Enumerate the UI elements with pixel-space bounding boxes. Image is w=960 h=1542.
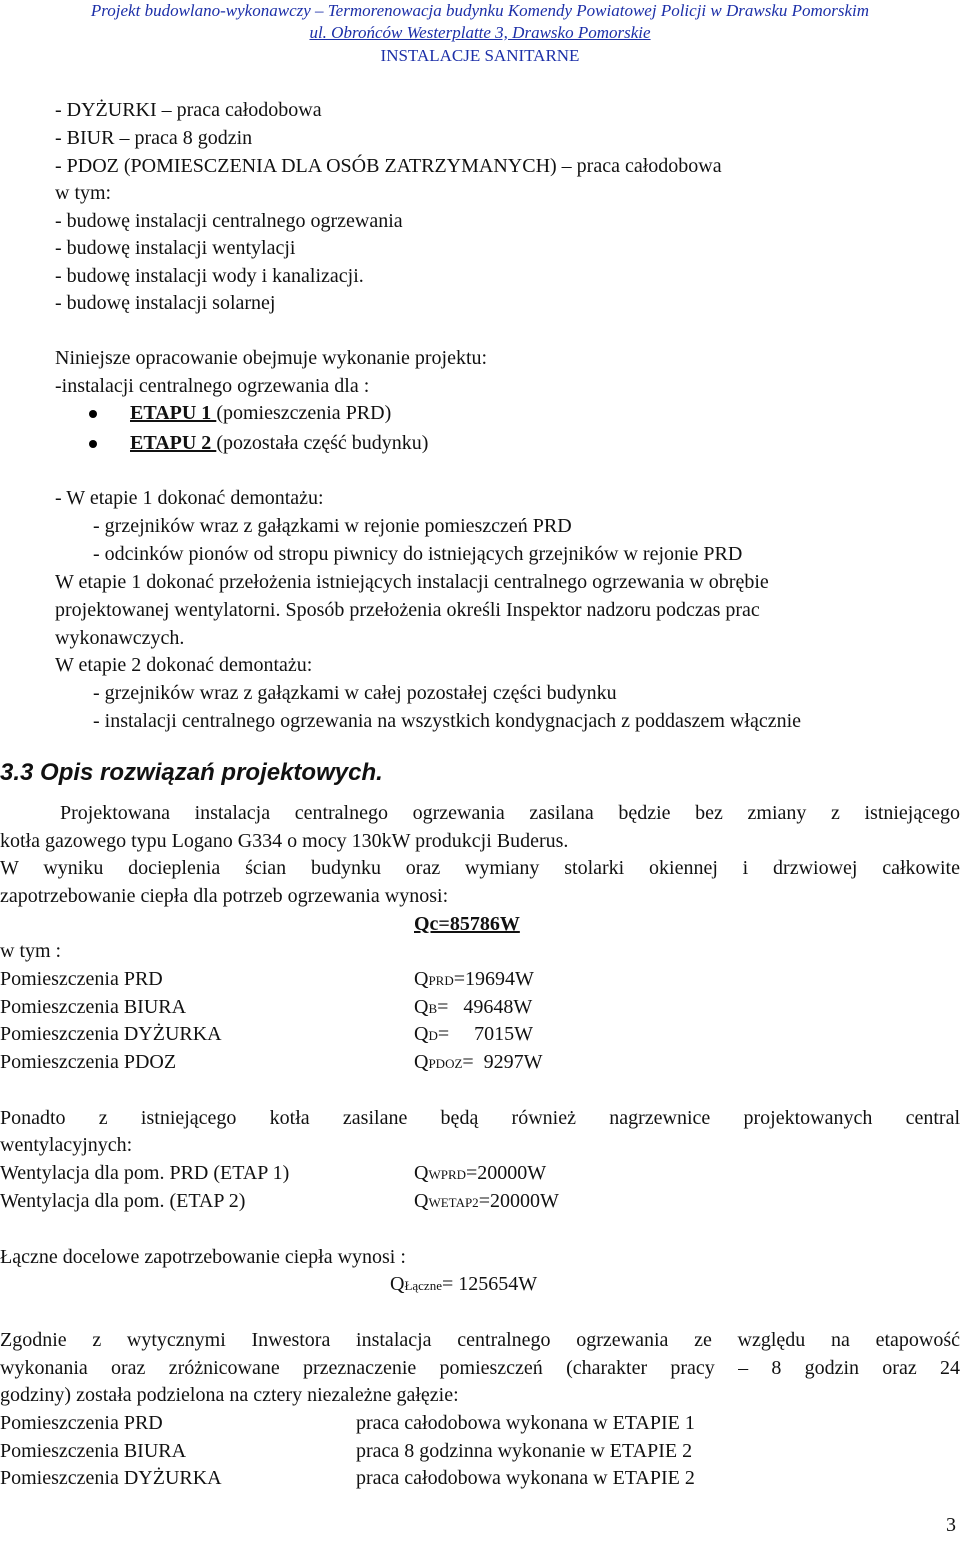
total-heat-label: Łączne docelowe zapotrzebowanie ciepła wynosi : xyxy=(0,1246,406,1268)
dismantle-item: - odcinków pionów od stropu piwnicy do istniejących grzejników w rejonie PRD xyxy=(93,543,743,565)
stage-1-desc: (pomieszczenia PRD) xyxy=(216,402,392,424)
branches-paragraph: Zgodnie z wytycznymi Inwestora instalacja centralnego ogrzewania ze względu na etapowość xyxy=(0,1329,960,1351)
room-label: Pomieszczenia DYŻURKA xyxy=(0,1023,222,1045)
body-paragraph: zapotrzebowanie ciepła dla potrzeb ogrzewania wynosi: xyxy=(0,885,449,907)
stage-1-label: ETAPU 1 xyxy=(130,402,217,424)
intro-item: - DYŻURKI – praca całodobowa xyxy=(55,99,322,121)
vent-heat-value: QWPRD=20000W xyxy=(414,1162,547,1184)
bullet-icon xyxy=(89,440,97,448)
branch-desc: praca 8 godzinna wykonanie w ETAPIE 2 xyxy=(356,1440,693,1462)
vent-paragraph: wentylacyjnych: xyxy=(0,1134,133,1156)
dismantle-stage-1: - W etapie 1 dokonać demontażu: xyxy=(55,487,324,509)
dismantle-text: projektowanej wentylatorni. Sposób przełożenia określi Inspektor nadzoru podczas prac xyxy=(55,599,760,621)
header-project-title: Projekt budowlano-wykonawczy – Termorenowacja budynku Komendy Powiatowej Policji w Drawsku Pomorskim xyxy=(90,1,870,20)
bullet-icon xyxy=(89,410,97,418)
intro-item: - budowę instalacji centralnego ogrzewania xyxy=(55,210,403,232)
room-heat-value: QD= 7015W xyxy=(414,1023,533,1045)
stage-2-label: ETAPU 2 xyxy=(130,432,217,454)
room-heat-value: QB= 49648W xyxy=(414,996,533,1018)
header-section-name: INSTALACJE SANITARNE xyxy=(380,46,580,65)
vent-label: Wentylacja dla pom. PRD (ETAP 1) xyxy=(0,1162,290,1184)
branch-label: Pomieszczenia BIURA xyxy=(0,1440,187,1462)
vent-heat-value: QWETAP2=20000W xyxy=(414,1190,559,1212)
room-label: Pomieszczenia PRD xyxy=(0,968,163,990)
branches-paragraph: wykonania oraz zróżnicowane przeznaczenie pomieszczeń (charakter pracy – 8 godzin oraz 24 xyxy=(0,1357,960,1379)
scope-intro: Niniejsze opracowanie obejmuje wykonanie projektu: xyxy=(55,347,488,369)
dismantle-item: - grzejników wraz z gałązkami w całej pozostałej części budynku xyxy=(93,682,617,704)
section-heading: 3.3 Opis rozwiązań projektowych. xyxy=(0,759,383,786)
intro-item: - budowę instalacji wody i kanalizacji. xyxy=(55,265,364,287)
stage-2-item xyxy=(130,431,428,455)
total-heat-qc: Qc=85786W xyxy=(414,913,520,935)
stage-1-item xyxy=(130,401,391,425)
branch-label: Pomieszczenia PRD xyxy=(0,1412,163,1434)
room-heat-value: QPRD=19694W xyxy=(414,968,534,990)
dismantle-text: wykonawczych. xyxy=(55,627,185,649)
dismantle-item: - grzejników wraz z gałązkami w rejonie pomieszczeń PRD xyxy=(93,515,572,537)
scope-heating: -instalacji centralnego ogrzewania dla : xyxy=(55,375,370,397)
body-paragraph: Projektowana instalacja centralnego ogrzewania zasilana będzie bez zmiany z istniejącego xyxy=(60,802,960,824)
intro-item: - budowę instalacji solarnej xyxy=(55,292,276,314)
branch-desc: praca całodobowa wykonana w ETAPIE 1 xyxy=(356,1412,695,1434)
stage-2-desc: (pozostała część budynku) xyxy=(216,432,429,454)
body-paragraph: W wyniku docieplenia ścian budynku oraz wymiany stolarki okiennej i drzwiowej całkowite xyxy=(0,857,960,879)
dismantle-item: - instalacji centralnego ogrzewania na wszystkich kondygnacjach z poddaszem włącznie xyxy=(93,710,802,732)
intro-item: w tym: xyxy=(55,182,112,204)
branch-desc: praca całodobowa wykonana w ETAPIE 2 xyxy=(356,1467,695,1489)
branch-label: Pomieszczenia DYŻURKA xyxy=(0,1467,222,1489)
in-that-label: w tym : xyxy=(0,940,62,962)
room-heat-value: QPDOZ= 9297W xyxy=(414,1051,543,1073)
vent-label: Wentylacja dla pom. (ETAP 2) xyxy=(0,1190,246,1212)
room-label: Pomieszczenia PDOZ xyxy=(0,1051,177,1073)
intro-item: - PDOZ (POMIESCZENIA DLA OSÓB ZATRZYMANYCH) – praca całodobowa xyxy=(55,155,722,177)
branches-paragraph: godziny) została podzielona na cztery niezależne gałęzie: xyxy=(0,1384,459,1406)
intro-item: - BIUR – praca 8 godzin xyxy=(55,127,253,149)
vent-paragraph: Ponadto z istniejącego kotła zasilane będą również nagrzewnice projektowanych central xyxy=(0,1107,960,1129)
dismantle-stage-2: W etapie 2 dokonać demontażu: xyxy=(55,654,313,676)
dismantle-text: W etapie 1 dokonać przełożenia istniejących instalacji centralnego ogrzewania w obrębie xyxy=(55,571,769,593)
body-paragraph: kotła gazowego typu Logano G334 o mocy 130kW produkcji Buderus. xyxy=(0,830,569,852)
page-number: 3 xyxy=(946,1514,956,1536)
header-address: ul. Obrońców Westerplatte 3, Drawsko Pomorskie xyxy=(309,23,651,42)
intro-item: - budowę instalacji wentylacji xyxy=(55,237,296,259)
total-heat-value: QŁączne= 125654W xyxy=(390,1273,538,1295)
room-label: Pomieszczenia BIURA xyxy=(0,996,187,1018)
